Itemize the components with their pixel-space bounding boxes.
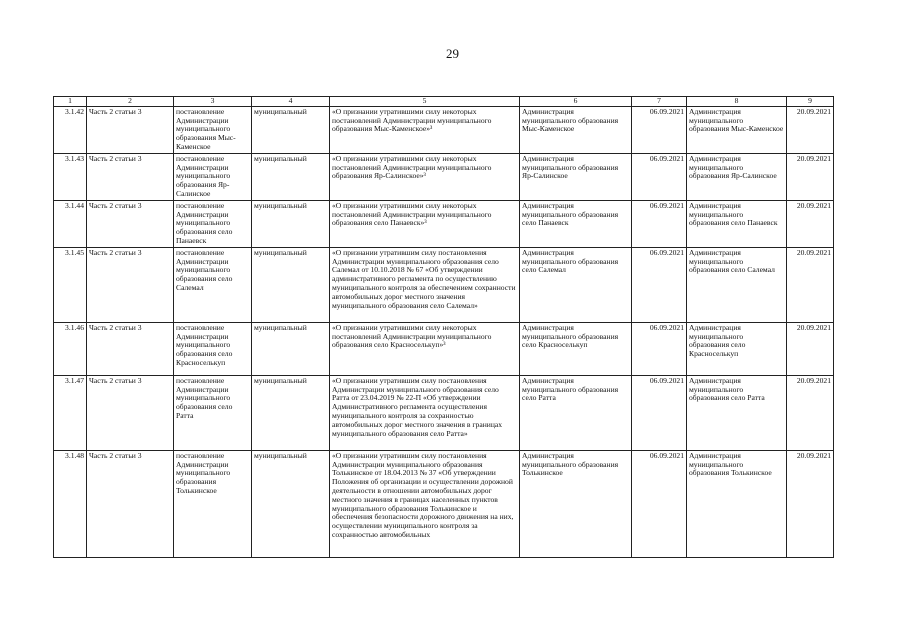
law-reference: Часть 2 статьи 3	[87, 106, 174, 153]
act-title: «О признании утратившими силу некоторых постановлений Администрации муниципального образования Мыс-Каменское»³	[330, 106, 520, 153]
act-level: муниципальный	[252, 450, 330, 557]
law-reference: Часть 2 статьи 3	[87, 200, 174, 247]
draft-date: 06.09.2021	[632, 106, 687, 153]
draft-date: 06.09.2021	[632, 200, 687, 247]
adoption-date: 20.09.2021	[787, 322, 834, 375]
act-type: постановление Администрации муниципального образования село Красноселькуп	[174, 322, 252, 375]
adopting-body: Администрация муниципального образования село Салемал	[687, 247, 787, 322]
act-level: муниципальный	[252, 153, 330, 200]
draft-date: 06.09.2021	[632, 375, 687, 450]
adopting-body: Администрация муниципального образования Мыс-Каменское	[687, 106, 787, 153]
act-title: «О признании утратившими силу некоторых постановлений Администрации муниципального образования село Красноселькуп»³	[330, 322, 520, 375]
law-reference: Часть 2 статьи 3	[87, 153, 174, 200]
item-number: 3.1.42	[54, 106, 87, 153]
act-level: муниципальный	[252, 375, 330, 450]
responsible-body: Администрация муниципального образования Мыс-Каменское	[520, 106, 632, 153]
adopting-body: Администрация муниципального образования село Красноселькуп	[687, 322, 787, 375]
act-type: постановление Администрации муниципального образования село Ратта	[174, 375, 252, 450]
column-header: 1	[54, 97, 87, 107]
table-row	[54, 450, 834, 557]
column-header: 4	[252, 97, 330, 107]
act-title: «О признании утратившим силу постановления Администрации муниципального образования Толькинское от 18.04.2013 № 37 «Об утверждении Положения об организации и осуществлении дорожной деятельности в отношении автомобильных дорог местного значения в границах населенных пунктов муниципального образования Толькинское и обеспечения безопасности дорожного движения на них, осуществлении муниципального контроля за сохранностью автомобильных	[330, 450, 520, 557]
responsible-body: Администрация муниципального образования село Салемал	[520, 247, 632, 322]
responsible-body: Администрация муниципального образования Яр-Салинское	[520, 153, 632, 200]
act-level: муниципальный	[252, 322, 330, 375]
draft-date: 06.09.2021	[632, 322, 687, 375]
act-level: муниципальный	[252, 247, 330, 322]
act-type: постановление Администрации муниципального образования село Панаевск	[174, 200, 252, 247]
item-number: 3.1.43	[54, 153, 87, 200]
responsible-body: Администрация муниципального образования село Панаевск	[520, 200, 632, 247]
adoption-date: 20.09.2021	[787, 450, 834, 557]
item-number: 3.1.47	[54, 375, 87, 450]
act-type: постановление Администрации муниципального образования Яр-Салинское	[174, 153, 252, 200]
act-title: «О признании утратившим силу постановления Администрации муниципального образования село Салемал от 10.10.2018 № 67 «Об утверждении административного регламента по осуществлению муниципального контроля за обеспечением сохранности автомобильных дорог местного значения муниципального образования село Салемал»	[330, 247, 520, 322]
law-reference: Часть 2 статьи 3	[87, 247, 174, 322]
column-header: 2	[87, 97, 174, 107]
item-number: 3.1.46	[54, 322, 87, 375]
act-title: «О признании утратившим силу постановления Администрации муниципального образования село Ратта от 23.04.2019 № 22-П «Об утверждении Административного регламента осуществления муниципального контроля за сохранностью автомобильных дорог местного значения в границах муниципального образования село Ратта»	[330, 375, 520, 450]
adopting-body: Администрация муниципального образования Толькинское	[687, 450, 787, 557]
act-type: постановление Администрации муниципального образования Мыс-Каменское	[174, 106, 252, 153]
page-number: 29	[446, 46, 459, 61]
adopting-body: Администрация муниципального образования село Ратта	[687, 375, 787, 450]
act-type: постановление Администрации муниципального образования Толькинское	[174, 450, 252, 557]
responsible-body: Администрация муниципального образования Толькинское	[520, 450, 632, 557]
act-level: муниципальный	[252, 106, 330, 153]
column-header: 7	[632, 97, 687, 107]
adoption-date: 20.09.2021	[787, 200, 834, 247]
item-number: 3.1.44	[54, 200, 87, 247]
responsible-body: Администрация муниципального образования село Ратта	[520, 375, 632, 450]
act-type: постановление Администрации муниципального образования село Салемал	[174, 247, 252, 322]
column-header: 3	[174, 97, 252, 107]
header-row	[54, 97, 834, 107]
adoption-date: 20.09.2021	[787, 375, 834, 450]
column-header: 8	[687, 97, 787, 107]
adoption-date: 20.09.2021	[787, 106, 834, 153]
column-header: 5	[330, 97, 520, 107]
item-number: 3.1.48	[54, 450, 87, 557]
draft-date: 06.09.2021	[632, 247, 687, 322]
registry-table	[53, 96, 834, 558]
act-title: «О признании утратившими силу некоторых постановлений Администрации муниципального образования село Панаевск»³	[330, 200, 520, 247]
column-header: 6	[520, 97, 632, 107]
responsible-body: Администрация муниципального образования село Красноселькуп	[520, 322, 632, 375]
table-row	[54, 200, 834, 247]
table-row	[54, 247, 834, 322]
table-row	[54, 153, 834, 200]
table-row	[54, 322, 834, 375]
draft-date: 06.09.2021	[632, 153, 687, 200]
law-reference: Часть 2 статьи 3	[87, 450, 174, 557]
adopting-body: Администрация муниципального образования село Панаевск	[687, 200, 787, 247]
item-number: 3.1.45	[54, 247, 87, 322]
act-level: муниципальный	[252, 200, 330, 247]
draft-date: 06.09.2021	[632, 450, 687, 557]
adoption-date: 20.09.2021	[787, 153, 834, 200]
act-title: «О признании утратившими силу некоторых постановлений Администрации муниципального образования Яр-Салинское»³	[330, 153, 520, 200]
law-reference: Часть 2 статьи 3	[87, 375, 174, 450]
table-row	[54, 106, 834, 153]
column-header: 9	[787, 97, 834, 107]
law-reference: Часть 2 статьи 3	[87, 322, 174, 375]
table-row	[54, 375, 834, 450]
adoption-date: 20.09.2021	[787, 247, 834, 322]
adopting-body: Администрация муниципального образования Яр-Салинское	[687, 153, 787, 200]
